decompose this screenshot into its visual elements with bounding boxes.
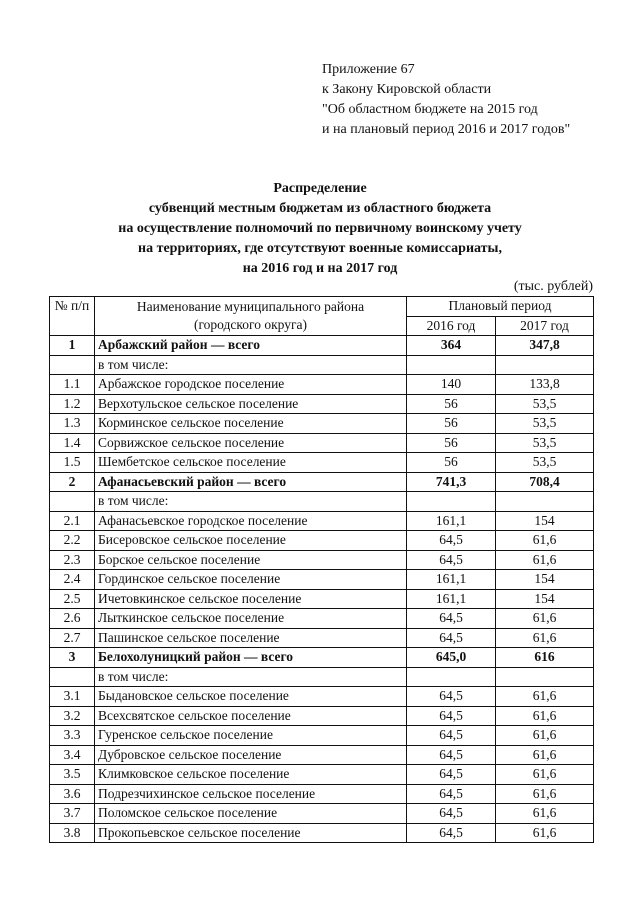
title-line-2: субвенций местным бюджетам из областного бюджета [148, 201, 492, 216]
row-name: Лыткинское сельское поселение [95, 609, 407, 629]
row-value-2017: 616 [496, 648, 594, 668]
row-value-2017: 154 [496, 511, 594, 531]
row-name: в том числе: [95, 355, 407, 375]
row-name: Ичетовкинское сельское поселение [95, 589, 407, 609]
row-value-2016: 741,3 [407, 472, 496, 492]
row-number: 1.5 [50, 453, 95, 473]
row-name: Белохолуницкий район — всего [95, 648, 407, 668]
row-number: 3 [50, 648, 95, 668]
row-value-2016 [407, 667, 496, 687]
row-value-2017: 708,4 [496, 472, 594, 492]
row-name: в том числе: [95, 492, 407, 512]
row-name: Афанасьевское городское поселение [95, 511, 407, 531]
row-value-2016: 64,5 [407, 550, 496, 570]
row-name: Подрезчихинское сельское поселение [95, 784, 407, 804]
table-row [50, 453, 594, 473]
row-value-2017: 61,6 [496, 726, 594, 746]
title-line-5: на 2016 год и на 2017 год [242, 261, 398, 276]
row-name: Гуренское сельское поселение [95, 726, 407, 746]
header-name [95, 297, 407, 336]
row-name: Корминское сельское поселение [95, 414, 407, 434]
row-value-2016: 645,0 [407, 648, 496, 668]
table-row [50, 570, 594, 590]
table-row [50, 628, 594, 648]
row-value-2017: 61,6 [496, 784, 594, 804]
table-row [50, 550, 594, 570]
row-number: 3.1 [50, 687, 95, 707]
table-row [50, 765, 594, 785]
row-value-2016: 64,5 [407, 531, 496, 551]
row-name: Бисеровское сельское поселение [95, 531, 407, 551]
unit-label: (тыс. рублей) [513, 279, 593, 294]
row-number [50, 492, 95, 512]
row-name: Гординское сельское поселение [95, 570, 407, 590]
row-number: 3.7 [50, 804, 95, 824]
row-number: 2.4 [50, 570, 95, 590]
row-number: 3.3 [50, 726, 95, 746]
row-name: Верхотульское сельское поселение [95, 394, 407, 414]
row-number: 2 [50, 472, 95, 492]
header-name-line-1: Наименование муниципального района [136, 299, 365, 314]
row-number: 2.7 [50, 628, 95, 648]
row-value-2016: 64,5 [407, 628, 496, 648]
appendix-header [322, 60, 570, 140]
row-name: Шембетское сельское поселение [95, 453, 407, 473]
table-body [50, 336, 594, 843]
row-name: Афанасьевский район — всего [95, 472, 407, 492]
row-value-2017: 61,6 [496, 823, 594, 843]
row-value-2016: 56 [407, 433, 496, 453]
row-value-2016: 140 [407, 375, 496, 395]
region-total-row [50, 472, 594, 492]
appendix-line-1: Приложение 67 [322, 62, 415, 77]
row-number: 1.2 [50, 394, 95, 414]
row-name: Поломское сельское поселение [95, 804, 407, 824]
table-row [50, 706, 594, 726]
row-value-2016 [407, 355, 496, 375]
row-value-2017: 61,6 [496, 531, 594, 551]
row-value-2017: 61,6 [496, 745, 594, 765]
table-row [50, 726, 594, 746]
row-value-2016: 64,5 [407, 609, 496, 629]
row-number: 2.3 [50, 550, 95, 570]
table-row [50, 511, 594, 531]
row-number: 1.1 [50, 375, 95, 395]
row-name: Прокопьевское сельское поселение [95, 823, 407, 843]
row-number: 3.5 [50, 765, 95, 785]
row-number: 3.4 [50, 745, 95, 765]
row-value-2016 [407, 492, 496, 512]
appendix-line-3: "Об областном бюджете на 2015 год [322, 102, 538, 117]
header-year-2016: 2016 год [407, 316, 496, 336]
row-value-2016: 64,5 [407, 706, 496, 726]
table-row [50, 414, 594, 434]
row-number: 2.5 [50, 589, 95, 609]
subsidy-table [49, 296, 594, 843]
row-value-2017: 53,5 [496, 414, 594, 434]
row-value-2016: 161,1 [407, 589, 496, 609]
row-value-2017 [496, 355, 594, 375]
row-value-2017: 154 [496, 589, 594, 609]
header-year-2017: 2017 год [496, 316, 594, 336]
row-value-2017: 53,5 [496, 453, 594, 473]
row-value-2016: 64,5 [407, 687, 496, 707]
document-title [60, 179, 580, 279]
title-line-3: на осуществление полномочий по первичному воинскому учету [118, 221, 522, 236]
subheading-row [50, 667, 594, 687]
table-row [50, 784, 594, 804]
row-name: Всехсвятское сельское поселение [95, 706, 407, 726]
row-value-2017 [496, 492, 594, 512]
row-value-2017 [496, 667, 594, 687]
table-row [50, 394, 594, 414]
row-number: 2.1 [50, 511, 95, 531]
table-row [50, 804, 594, 824]
row-value-2016: 56 [407, 414, 496, 434]
row-value-2017: 61,6 [496, 609, 594, 629]
row-name: Дубровское сельское поселение [95, 745, 407, 765]
region-total-row [50, 336, 594, 356]
subheading-row [50, 492, 594, 512]
header-name-line-2: (городского округа) [193, 317, 308, 332]
subheading-row [50, 355, 594, 375]
row-value-2017: 154 [496, 570, 594, 590]
row-value-2017: 61,6 [496, 804, 594, 824]
row-number [50, 355, 95, 375]
row-value-2016: 64,5 [407, 804, 496, 824]
row-number [50, 667, 95, 687]
title-line-4: на территориях, где отсутствуют военные комиссариаты, [138, 241, 502, 256]
row-value-2016: 56 [407, 394, 496, 414]
row-value-2016: 161,1 [407, 511, 496, 531]
row-value-2016: 64,5 [407, 726, 496, 746]
row-value-2016: 64,5 [407, 745, 496, 765]
row-number: 3.2 [50, 706, 95, 726]
header-num: № п/п [50, 297, 95, 336]
row-value-2016: 161,1 [407, 570, 496, 590]
row-number: 2.6 [50, 609, 95, 629]
row-value-2017: 61,6 [496, 628, 594, 648]
row-number: 1 [50, 336, 95, 356]
row-value-2017: 61,6 [496, 706, 594, 726]
row-name: в том числе: [95, 667, 407, 687]
table-row [50, 609, 594, 629]
table-row [50, 687, 594, 707]
row-value-2016: 64,5 [407, 823, 496, 843]
row-name: Борское сельское поселение [95, 550, 407, 570]
row-number: 3.8 [50, 823, 95, 843]
row-name: Сорвижское сельское поселение [95, 433, 407, 453]
table-row [50, 589, 594, 609]
row-number: 2.2 [50, 531, 95, 551]
row-value-2017: 61,6 [496, 687, 594, 707]
row-value-2017: 133,8 [496, 375, 594, 395]
row-value-2016: 56 [407, 453, 496, 473]
row-name: Быдановское сельское поселение [95, 687, 407, 707]
row-number: 1.3 [50, 414, 95, 434]
row-value-2016: 64,5 [407, 765, 496, 785]
row-name: Арбажское городское поселение [95, 375, 407, 395]
row-value-2016: 364 [407, 336, 496, 356]
title-line-1: Распределение [273, 181, 367, 196]
row-value-2017: 53,5 [496, 394, 594, 414]
row-name: Пашинское сельское поселение [95, 628, 407, 648]
row-number: 3.6 [50, 784, 95, 804]
table-row [50, 745, 594, 765]
table-row [50, 823, 594, 843]
table-row [50, 375, 594, 395]
row-name: Климковское сельское поселение [95, 765, 407, 785]
row-value-2017: 53,5 [496, 433, 594, 453]
row-value-2017: 61,6 [496, 765, 594, 785]
appendix-line-4: и на плановый период 2016 и 2017 годов" [322, 122, 571, 137]
row-value-2017: 347,8 [496, 336, 594, 356]
table-row [50, 433, 594, 453]
row-value-2017: 61,6 [496, 550, 594, 570]
row-name: Арбажский район — всего [95, 336, 407, 356]
header-period: Плановый период [407, 297, 594, 317]
row-value-2016: 64,5 [407, 784, 496, 804]
row-number: 1.4 [50, 433, 95, 453]
appendix-line-2: к Закону Кировской области [322, 82, 492, 97]
region-total-row [50, 648, 594, 668]
table-row [50, 531, 594, 551]
